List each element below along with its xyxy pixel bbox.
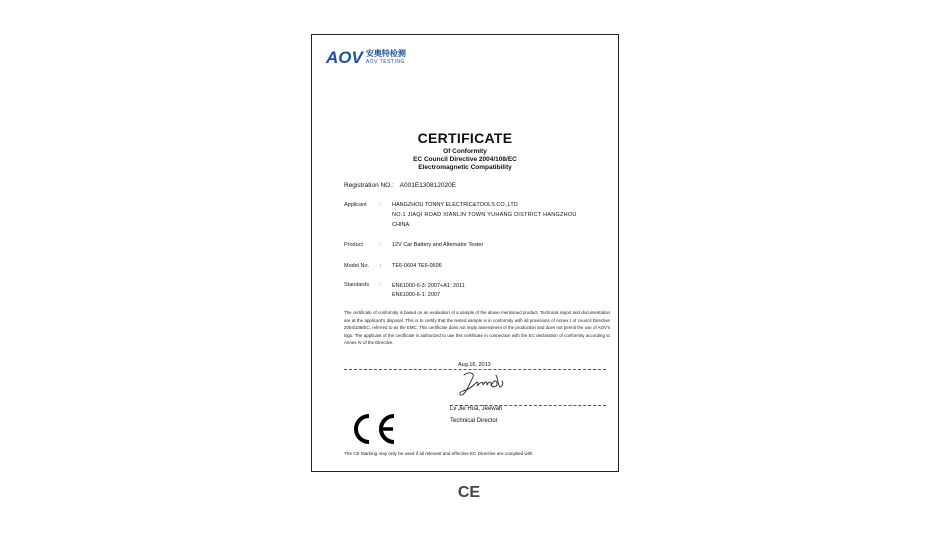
logo-mark: AOV	[326, 48, 363, 67]
certificate-title: CERTIFICATE	[417, 130, 513, 146]
signer-name: Lv Jie Hua, Jeewah	[450, 406, 503, 412]
certificate-document	[311, 34, 619, 472]
applicant-line: HANGZHOU TONNY ELECTRIC&TOOLS CO.,LTD	[392, 202, 518, 208]
model-colon: :	[380, 263, 382, 269]
logo-english-text: AOV TESTING	[365, 59, 405, 65]
registration-label: Registration NO.:	[344, 182, 394, 189]
product-label: Product	[344, 242, 363, 248]
image-caption: CE	[457, 484, 481, 501]
conformity-statement: The certificate of conformity is based on an evaluation of a sample of the above mentioned product. Technical report and documentation are at the applicant's disposal. This is to certify that the tested sample is in conformity with all provisions of Annex I of council Directive 2004/108/EC, referred to as the EMC. This certificate does not imply assessment of the production and does not permit the use of AOV's logo. The applicant of the certificate is authorized to use this certificate in connection with the EC declaration of conformity according to Annex IV of the Directive.	[344, 310, 610, 346]
signer-title: Technical Director	[450, 418, 498, 424]
aov-logo	[326, 48, 406, 68]
subtitle-line: Of Conformity	[443, 148, 487, 155]
registration-value: A001E130812020E	[399, 182, 457, 189]
applicant-label: Applicant	[344, 202, 367, 208]
logo-text	[366, 50, 406, 66]
standards-label: Standards	[344, 282, 370, 288]
applicant-colon: :	[380, 202, 382, 208]
applicant-line: CHINA.	[392, 222, 411, 228]
model-label: Model No.	[344, 263, 370, 269]
subtitle-line: Electromagnetic Compatibility	[418, 164, 512, 171]
standard-line: EN61000-6-1: 2007	[392, 292, 441, 298]
model-value: TE6-0604 TE6-0606	[392, 263, 442, 269]
logo-chinese-text: 安奥特检测	[365, 49, 406, 58]
ce-mark-icon	[348, 412, 398, 446]
standards-colon: :	[380, 282, 382, 288]
signature-image	[456, 369, 506, 399]
registration-row	[344, 182, 456, 189]
product-colon: :	[380, 242, 382, 248]
issue-date: Aug.16, 2013	[458, 362, 491, 368]
product-value: 12V Car Battery and Alternator Tester	[392, 242, 484, 248]
subtitle-line: EC Council Directive 2004/108/EC	[413, 156, 517, 163]
ce-footnote: The CE Marking may only be used if all relevant and effective EC Directive are complied with	[344, 451, 533, 456]
standard-line: EN61000-6-3: 2007+A1: 2011	[392, 283, 465, 289]
applicant-line: NO.1 JIAQI ROAD XIANLIN TOWN YUHANG DISTRICT HANGZHOU	[392, 212, 577, 218]
